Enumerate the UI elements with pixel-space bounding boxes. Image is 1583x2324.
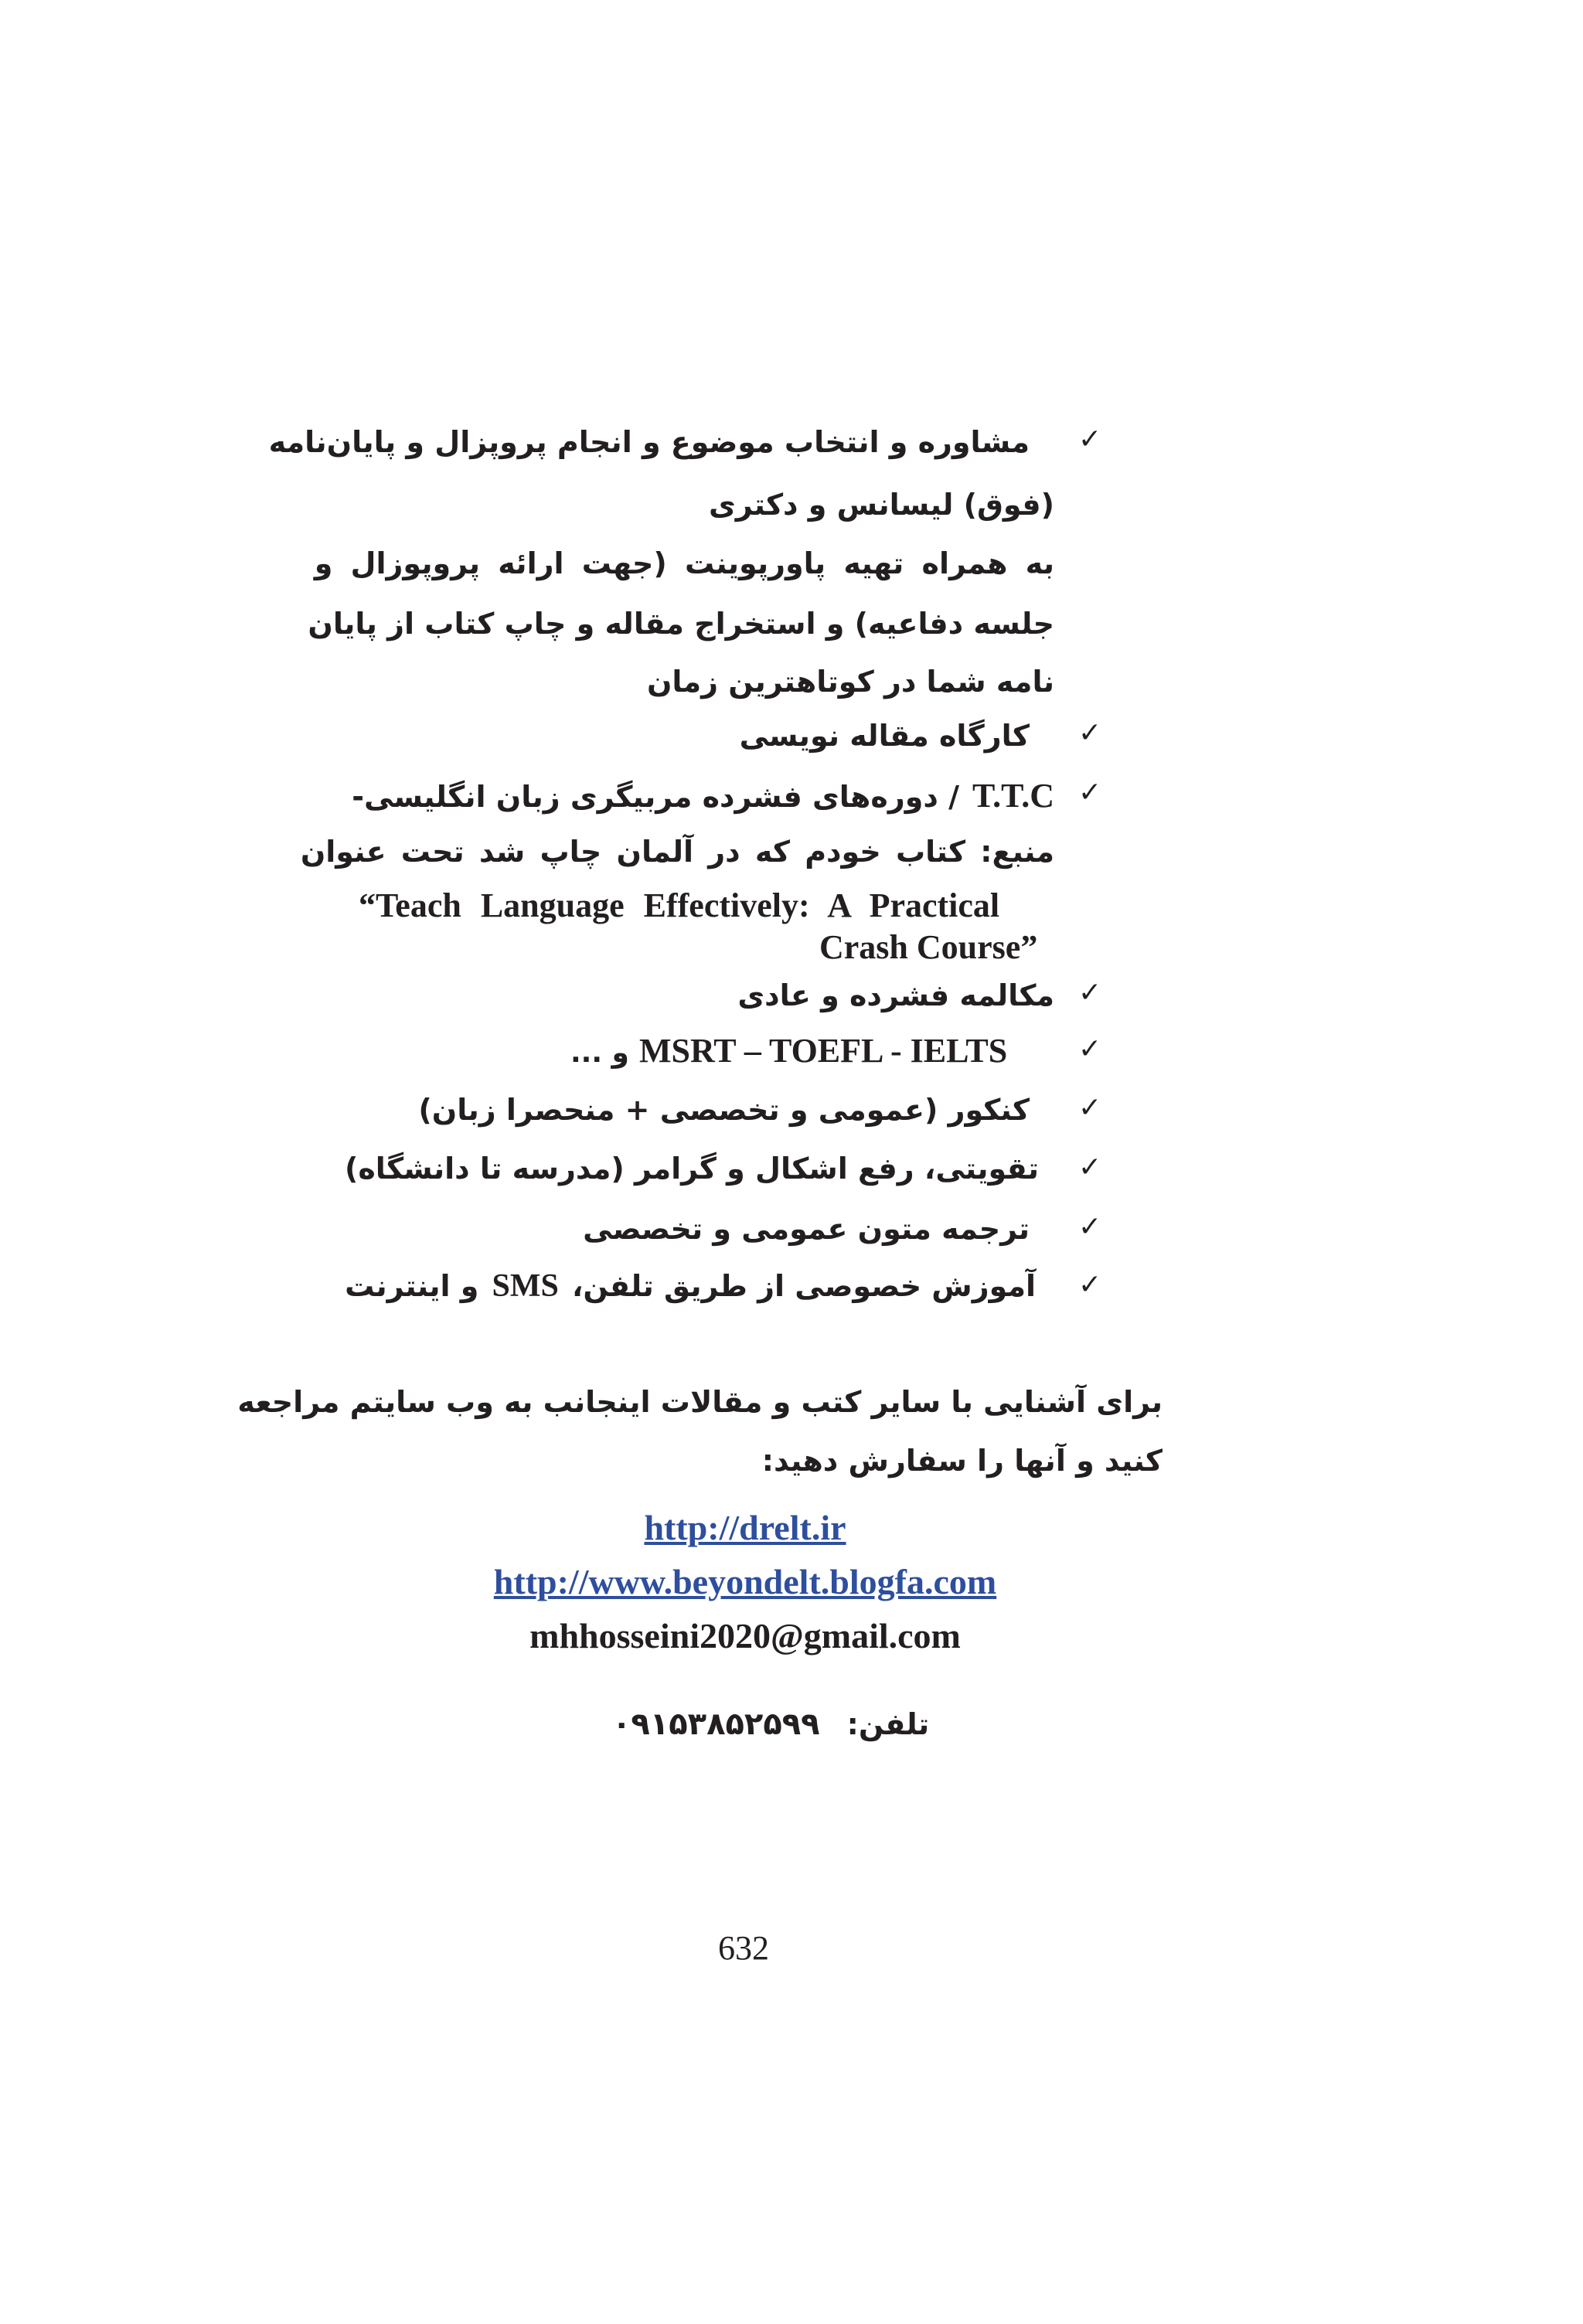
checkmark-icon: ✓ — [1078, 1211, 1102, 1243]
private-tutoring-text: آموزش خصوصی از طریق تلفن، — [571, 1269, 1036, 1303]
etc-suffix: و ... — [570, 1037, 629, 1069]
service-item-8: ترجمه متون عمومی و تخصصی — [583, 1212, 1030, 1246]
sms-label: SMS — [492, 1268, 559, 1304]
checkmark-icon: ✓ — [1078, 424, 1102, 455]
service-item-1-line-5: نامه شما در کوتاهترین زمان — [646, 665, 1054, 699]
exam-list: MSRT – TOEFL - IELTS — [639, 1032, 1008, 1070]
phone-line — [612, 1706, 929, 1742]
ttc-course-text: / دوره‌های فشرده مربیگری زبان انگلیسی- — [352, 780, 959, 814]
service-item-1-line-3: به همراه تهیه پاورپوینت (جهت ارائه پروپوزال و — [314, 546, 1054, 580]
service-item-3-line-1 — [352, 776, 1054, 815]
service-item-1-line-2: (فوق) لیسانس و دکتری — [708, 488, 1054, 522]
book-title-line-1: “Teach Language Effectively: A Practical — [359, 886, 1000, 924]
website-link-blogfa[interactable]: http://www.beyondelt.blogfa.com — [493, 1562, 997, 1601]
service-item-1-line-4: جلسه دفاعیه) و استخراج مقاله و چاپ کتاب از پایان — [308, 607, 1054, 641]
checkmark-icon: ✓ — [1078, 1152, 1102, 1183]
checkmark-icon: ✓ — [1078, 717, 1102, 749]
service-item-4: مکالمه فشرده و عادی — [737, 978, 1054, 1012]
checkmark-icon: ✓ — [1078, 1092, 1102, 1124]
phone-label: تلفن: — [846, 1707, 930, 1741]
service-item-2: کارگاه مقاله نویسی — [739, 719, 1030, 753]
contact-intro-line-2: کنید و آنها را سفارش دهید: — [761, 1444, 1163, 1478]
book-title-line-2: Crash Course” — [819, 928, 1038, 966]
service-item-9 — [345, 1267, 1036, 1305]
page-number: 632 — [718, 1929, 769, 1967]
website-link-drelt[interactable]: http://drelt.ir — [644, 1508, 846, 1547]
phone-number: ۰۹۱۵۳۸۵۲۵۹۹ — [612, 1706, 820, 1742]
checkmark-icon: ✓ — [1078, 1033, 1102, 1065]
service-item-5 — [570, 1031, 1007, 1070]
service-item-6: کنکور (عمومی و تخصصی + منحصرا زبان) — [418, 1093, 1030, 1127]
checkmark-icon: ✓ — [1078, 977, 1102, 1009]
service-item-3-source: منبع: کتاب خودم که در آلمان چاپ شد تحت عنوان — [300, 835, 1054, 869]
ttc-label: T.T.C — [972, 777, 1054, 815]
checkmark-icon: ✓ — [1078, 777, 1102, 808]
email-address: mhhosseini2020@gmail.com — [529, 1616, 961, 1655]
service-item-1-line-1: مشاوره و انتخاب موضوع و انجام پروپزال و پایان‌نامه — [268, 425, 1030, 459]
contact-intro-line-1: برای آشنایی با سایر کتب و مقالات اینجانب به وب سایتم مراجعه — [237, 1385, 1163, 1419]
checkmark-icon: ✓ — [1078, 1269, 1102, 1301]
internet-text: و اینترنت — [345, 1269, 479, 1303]
service-item-7: تقویتی، رفع اشکال و گرامر (مدرسه تا دانشگاه) — [344, 1152, 1039, 1186]
